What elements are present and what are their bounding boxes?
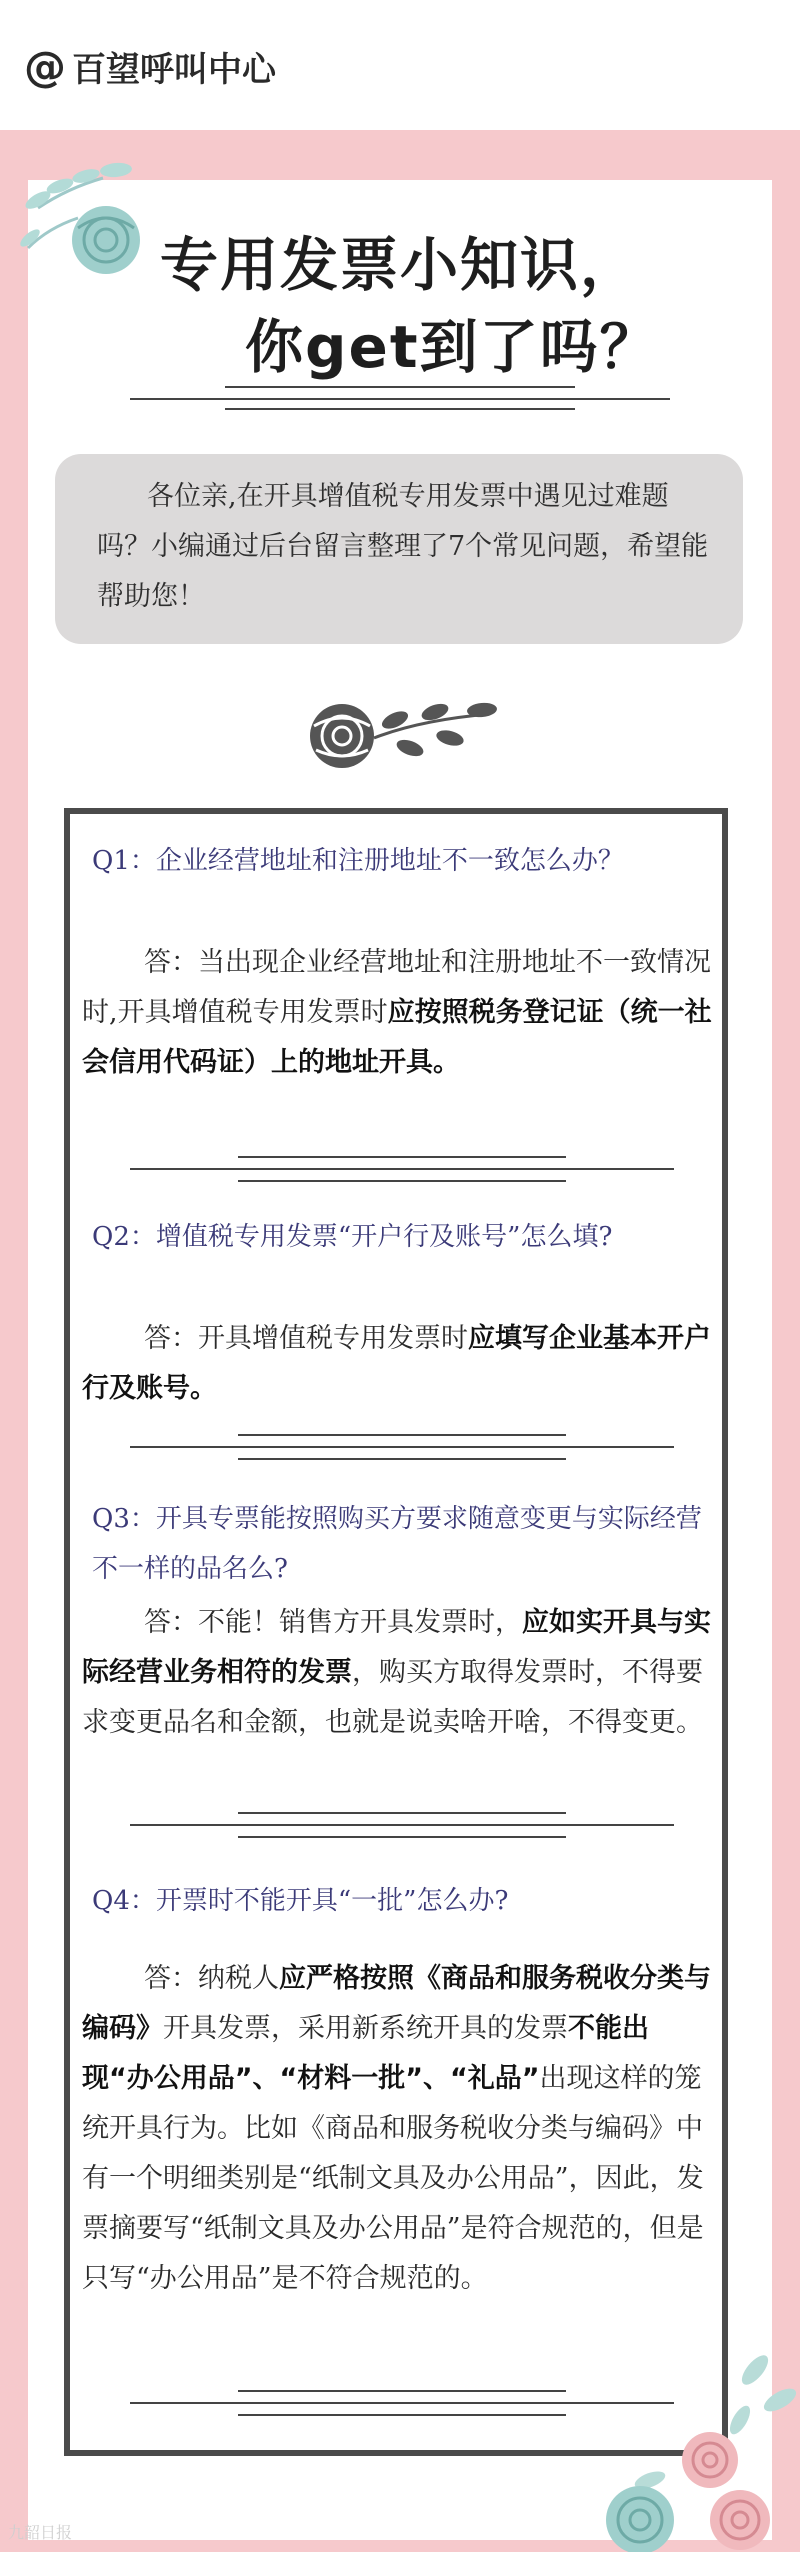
intro-panel	[55, 454, 743, 644]
brand	[24, 36, 276, 96]
watermark: 九韶日报	[8, 2523, 73, 2542]
question-2: Q2：增值税专用发票“开户行及账号”怎么填?	[92, 1222, 613, 1252]
rose-decoration-icon	[300, 690, 500, 780]
brand-name: 百望呼叫中心	[72, 49, 276, 90]
qa-box	[64, 808, 728, 2456]
flower-decoration-bottom-right-icon	[590, 2330, 800, 2552]
answer-1	[82, 938, 718, 1088]
answer-4-part-2: 应严格按照《商品和服务税收分类与编码》	[82, 1963, 711, 2044]
answer-3-part-3: ，购买方取得发票时，不得要求变更品名和金额，也就是说卖啥开啥，不得变更。	[82, 1657, 703, 1738]
answer-1-part-2: 应按照税务登记证（统一社会信用代码证）上的地址开具。	[82, 997, 712, 1078]
question-3: Q3：开具专票能按照购买方要求随意变更与实际经营不一样的品名么?	[92, 1504, 702, 1584]
title-line-2: 你get到了吗？	[245, 313, 660, 381]
title-line-1: 专用发票小知识，	[160, 231, 641, 299]
answer-2	[82, 1314, 718, 1414]
intro-text: 各位亲,在开具增值税专用发票中遇见过难题吗？小编通过后台留言整理了7个常见问题，希望能帮助您！	[97, 481, 709, 612]
answer-3	[82, 1598, 718, 1748]
answer-4-part-4: 不能出现“办公用品”、“材料一批”、“礼品”	[82, 2013, 649, 2094]
answer-4-part-3: 开具发票，采用新系统开具的发票	[163, 2013, 568, 2044]
answer-1-part-1: 答：当出现企业经营地址和注册地址不一致情况时,开具增值税专用发票时	[82, 947, 711, 1028]
answer-3-part-2: 应如实开具与实际经营业务相符的发票	[82, 1607, 711, 1688]
answer-2-part-1: 答：开具增值税专用发票时	[144, 1323, 468, 1354]
answer-4-part-5: 出现这样的笼统开具行为。比如《商品和服务税收分类与编码》中有一个明细类别是“纸制文具及办公用品”，因此，发票摘要写“纸制文具及办公用品”是符合规范的，但是只写“办公用品”是不符合规范的。	[82, 2063, 704, 2294]
answer-2-part-2: 应填写企业基本开户行及账号。	[82, 1323, 711, 1404]
flower-decoration-top-left-icon	[8, 148, 158, 288]
at-icon: @	[24, 41, 66, 91]
question-4: Q4：开票时不能开具“一批”怎么办?	[92, 1886, 509, 1916]
answer-4	[82, 1954, 718, 2304]
answer-3-part-1: 答：不能！销售方开具发票时，	[144, 1607, 522, 1638]
answer-4-part-1: 答：纳税人	[144, 1963, 279, 1994]
top-bar	[0, 0, 800, 130]
question-1: Q1：企业经营地址和注册地址不一致怎么办？	[92, 846, 624, 876]
